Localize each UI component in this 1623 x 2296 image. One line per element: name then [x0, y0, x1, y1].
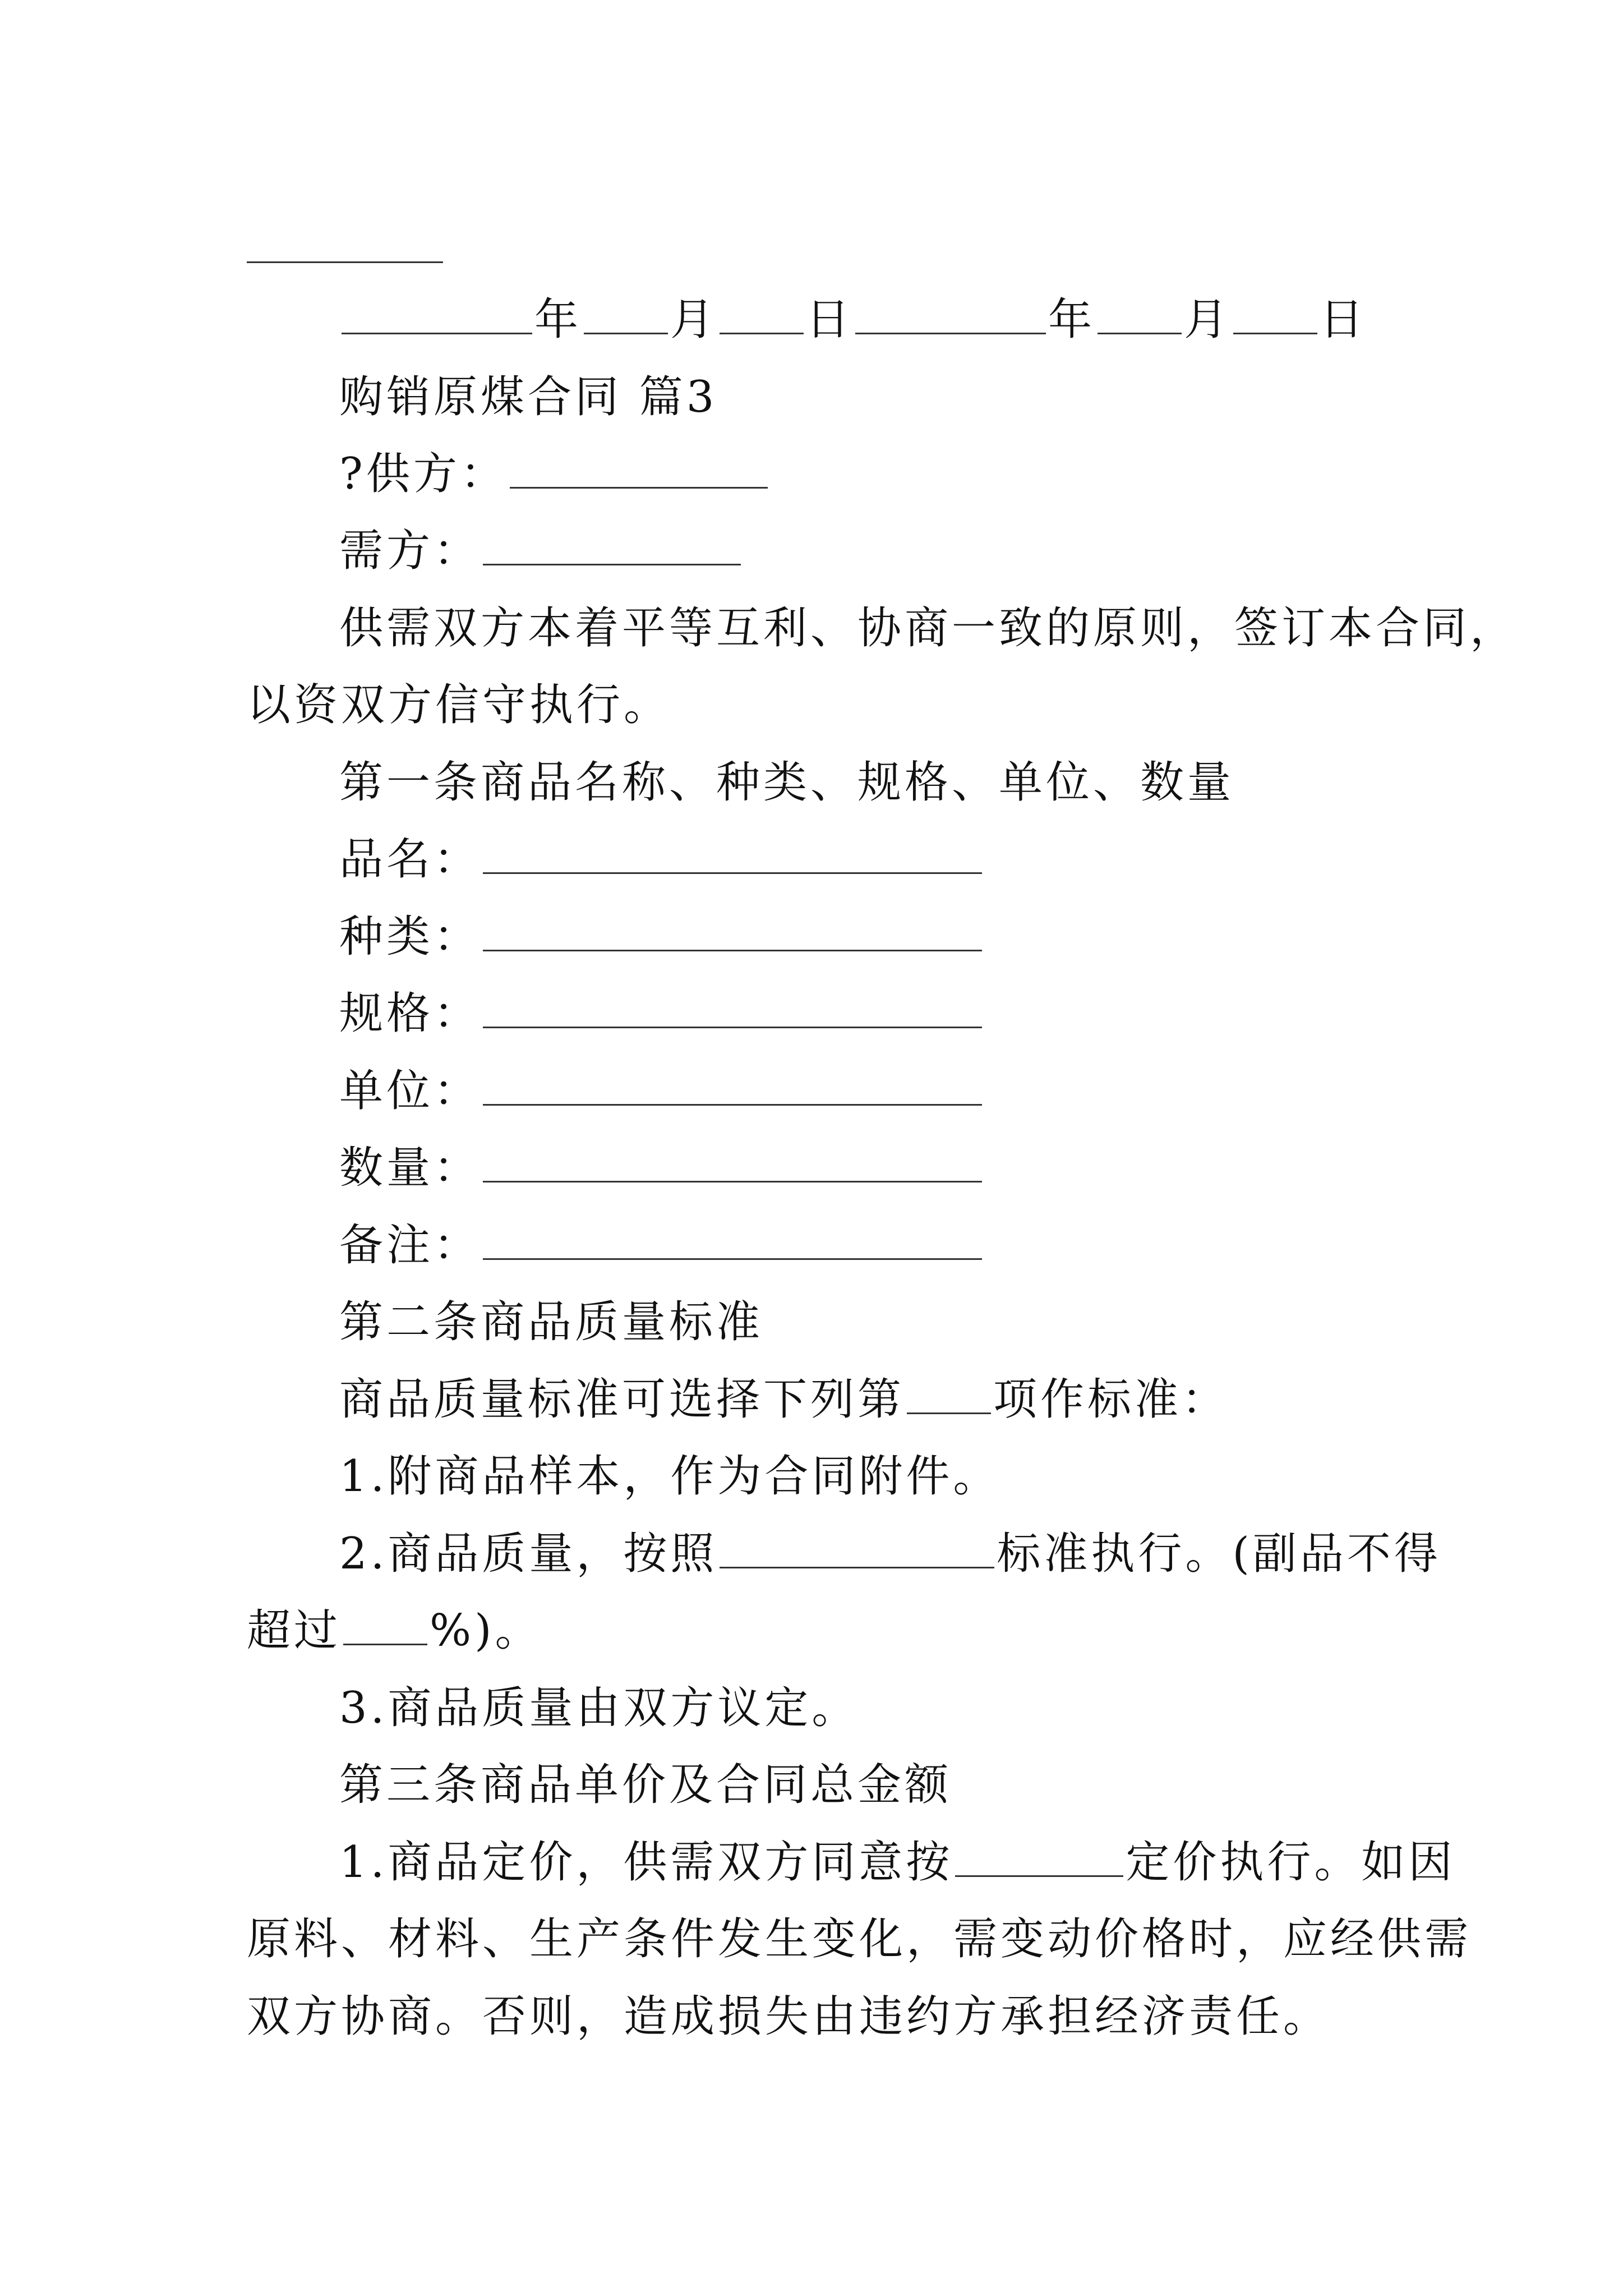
month-blank-1 [584, 292, 668, 334]
field-label: 备注： [339, 1220, 481, 1271]
article3-heading: 第三条商品单价及合同总金额 [339, 1760, 952, 1810]
quality-item-2-cont-text: 超过 [247, 1605, 342, 1656]
supplier-label: ?供方： [339, 449, 508, 499]
quality-item-1: 1.附商品样本，作为合同附件。 [339, 1451, 1000, 1502]
day-blank-2 [1233, 292, 1317, 334]
signature-blank-line [247, 261, 443, 263]
day-label-2: 日 [1320, 295, 1367, 345]
quality-select-line [339, 1372, 1229, 1428]
price-item-1-line-2: 原料、材料、生产条件发生变化，需变动价格时，应经供需 [247, 1914, 1472, 1964]
price-item-1-text: 1.商品定价，供需双方同意按 [339, 1837, 953, 1888]
field-remarks [339, 1217, 984, 1273]
field-blank [483, 1140, 982, 1182]
year-label-2: 年 [1048, 295, 1096, 345]
intro-line-1: 供需双方本着平等互利、协商一致的原则，签订本合同， [339, 603, 1518, 654]
quality-item-3: 3.商品质量由双方议定。 [339, 1683, 859, 1733]
buyer-blank [483, 523, 741, 565]
field-unit [339, 1063, 984, 1119]
field-label: 品名： [339, 834, 481, 885]
quality-item-2 [339, 1526, 1441, 1582]
month-label-1: 月 [670, 295, 718, 345]
day-blank-1 [720, 292, 804, 334]
intro-line-2: 以资双方信守执行。 [247, 680, 671, 730]
field-blank [483, 1064, 982, 1106]
quality-item-2-text: 2.商品质量，按照 [339, 1529, 718, 1579]
year-blank-1 [342, 292, 532, 334]
field-spec [339, 986, 984, 1042]
buyer-label: 需方： [339, 526, 481, 576]
article1-heading: 第一条商品名称、种类、规格、单位、数量 [339, 757, 1235, 808]
quality-select-text-end: 项作标准： [993, 1374, 1229, 1425]
month-blank-2 [1098, 292, 1182, 334]
supplier-line [339, 446, 770, 502]
article2-heading: 第二条商品质量标准 [339, 1297, 764, 1347]
price-item-1 [339, 1834, 1455, 1890]
field-blank [483, 1218, 982, 1260]
price-item-1-text-end: 定价执行。如因 [1126, 1837, 1456, 1888]
month-label-2: 月 [1184, 295, 1232, 345]
contract-title: 购销原煤合同 篇3 [339, 372, 718, 422]
price-basis-blank [955, 1835, 1123, 1877]
field-blank [483, 909, 982, 951]
price-item-1-line-3: 双方协商。否则，造成损失由违约方承担经济责任。 [247, 1991, 1331, 2042]
field-label: 单位： [339, 1066, 481, 1116]
year-blank-2 [855, 292, 1046, 334]
field-label: 种类： [339, 912, 481, 962]
year-label-1: 年 [534, 295, 582, 345]
percent-blank [343, 1603, 427, 1645]
standard-blank [720, 1526, 994, 1568]
field-category [339, 909, 984, 965]
item-number-blank [907, 1372, 991, 1414]
field-label: 数量： [339, 1143, 481, 1193]
field-label: 规格： [339, 988, 481, 1039]
field-blank [483, 832, 982, 874]
buyer-line [339, 523, 743, 579]
quality-item-2-continued [247, 1603, 542, 1659]
quality-item-2-text-end: 标准执行。(副品不得 [997, 1529, 1441, 1579]
quality-select-text: 商品质量标准可选择下列第 [339, 1374, 905, 1425]
field-quantity [339, 1140, 984, 1196]
date-line [339, 292, 1367, 348]
field-blank [483, 986, 982, 1028]
supplier-blank [510, 447, 768, 489]
day-label-1: 日 [806, 295, 854, 345]
field-product-name [339, 831, 984, 887]
quality-item-2-cont-end: %)。 [430, 1605, 542, 1656]
